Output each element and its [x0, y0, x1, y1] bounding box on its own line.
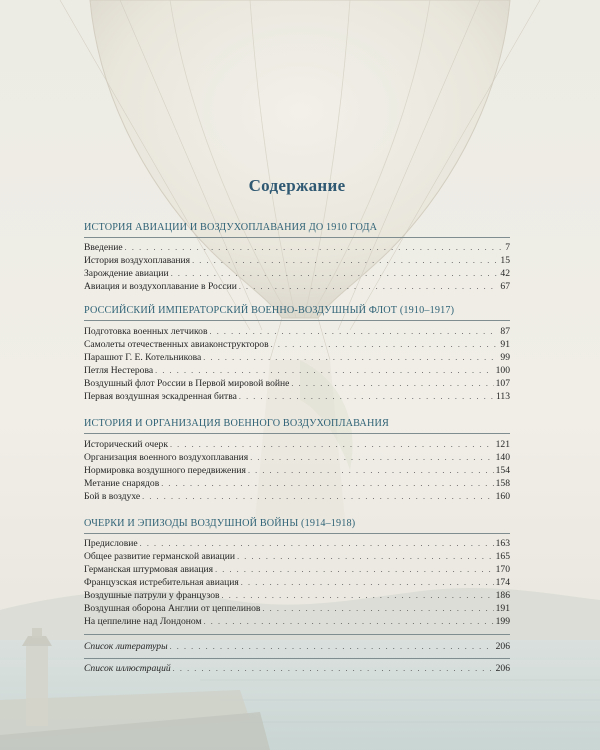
entry-label: Германская штурмовая авиация [84, 564, 214, 575]
toc-entry[interactable] [84, 254, 510, 267]
toc-title: Содержание [248, 176, 346, 195]
entry-page: 99 [500, 352, 510, 363]
section-divider [84, 237, 510, 238]
section-divider [84, 634, 510, 635]
entry-page: 154 [495, 465, 510, 476]
dot-leader [239, 280, 499, 293]
entry-page: 163 [495, 538, 510, 549]
entry-page: 206 [495, 663, 510, 674]
dot-leader [215, 563, 494, 576]
entry-label: Бой в воздухе [84, 491, 141, 502]
toc-entry-bibliography[interactable] [84, 640, 510, 653]
dot-leader [171, 267, 499, 280]
entry-label: Исторический очерк [84, 439, 168, 450]
dot-leader [271, 338, 499, 351]
toc-entry[interactable] [84, 390, 510, 403]
entry-label: Метание снарядов [84, 478, 160, 489]
toc-entry[interactable] [84, 325, 510, 338]
entry-label: Общее развитие германской авиации [84, 551, 236, 562]
toc-entry[interactable] [84, 377, 510, 390]
entry-label: Петля Нестерова [84, 365, 154, 376]
section-heading: ИСТОРИЯ И ОРГАНИЗАЦИЯ ВОЕННОГО ВОЗДУХОПЛАВАНИЯ [84, 418, 389, 429]
dot-leader [291, 377, 493, 390]
dot-leader [192, 254, 498, 267]
dot-leader [262, 602, 493, 615]
toc-entry[interactable] [84, 451, 510, 464]
entry-label: Список литературы [84, 641, 168, 652]
dot-leader [203, 351, 498, 364]
dot-leader [170, 640, 494, 653]
dot-leader [170, 438, 494, 451]
entry-label: Французская истребительная авиация [84, 577, 239, 588]
section-heading: ИСТОРИЯ АВИАЦИИ И ВОЗДУХОПЛАВАНИЯ ДО 1910 ГОДА [84, 222, 378, 233]
dot-leader [161, 477, 493, 490]
section-heading: ОЧЕРКИ И ЭПИЗОДЫ ВОЗДУШНОЙ ВОЙНЫ (1914–1918) [84, 518, 356, 529]
entry-label: Подготовка военных летчиков [84, 326, 208, 337]
toc-entry[interactable] [84, 576, 510, 589]
entry-page: 121 [495, 439, 510, 450]
entry-page: 42 [500, 268, 510, 279]
dot-leader [237, 550, 494, 563]
section-divider [84, 433, 510, 434]
section-divider [84, 658, 510, 659]
entry-label: Самолеты отечественных авиаконструкторов [84, 339, 269, 350]
toc-entry[interactable] [84, 364, 510, 377]
entry-label: История воздухоплавания [84, 255, 191, 266]
dot-leader [125, 241, 504, 254]
toc-entry[interactable] [84, 241, 510, 254]
dot-leader [241, 576, 494, 589]
entry-label: Первая воздушная эскадренная битва [84, 391, 237, 402]
toc-entry[interactable] [84, 464, 510, 477]
entry-page: 165 [495, 551, 510, 562]
dot-leader [250, 451, 493, 464]
entry-label: Авиация и воздухоплавание в России [84, 281, 237, 292]
toc-entry[interactable] [84, 589, 510, 602]
entry-page: 160 [495, 491, 510, 502]
toc-entry[interactable] [84, 563, 510, 576]
entry-label: Зарождение авиации [84, 268, 169, 279]
entry-label: Воздушная оборона Англии от цеппелинов [84, 603, 261, 614]
entry-page: 7 [505, 242, 510, 253]
toc-entry[interactable] [84, 490, 510, 503]
entry-page: 174 [495, 577, 510, 588]
entry-page: 170 [495, 564, 510, 575]
dot-leader [204, 615, 494, 628]
entry-page: 15 [500, 255, 510, 266]
toc-entry[interactable] [84, 280, 510, 293]
dot-leader [210, 325, 499, 338]
entry-label: Введение [84, 242, 123, 253]
entry-label: На цеппелине над Лондоном [84, 616, 202, 627]
entry-label: Организация военного воздухоплавания [84, 452, 249, 463]
dot-leader [222, 589, 494, 602]
entry-label: Воздушные патрули у французов [84, 590, 220, 601]
entry-page: 191 [495, 603, 510, 614]
toc-entry[interactable] [84, 351, 510, 364]
entry-page: 140 [495, 452, 510, 463]
entry-page: 91 [500, 339, 510, 350]
entry-page: 67 [500, 281, 510, 292]
toc-entry[interactable] [84, 267, 510, 280]
toc-entry[interactable] [84, 602, 510, 615]
entry-label: Воздушный флот России в Первой мировой войне [84, 378, 290, 389]
entry-page: 199 [495, 616, 510, 627]
toc-entry[interactable] [84, 477, 510, 490]
entry-page: 100 [495, 365, 510, 376]
entry-label: Предисловие [84, 538, 138, 549]
entry-page: 206 [495, 641, 510, 652]
entry-page: 107 [495, 378, 510, 389]
dot-leader [155, 364, 493, 377]
toc-entry[interactable] [84, 615, 510, 628]
entry-page: 186 [495, 590, 510, 601]
dot-leader [142, 490, 493, 503]
toc-entry[interactable] [84, 550, 510, 563]
dot-leader [239, 390, 494, 403]
toc-entry[interactable] [84, 537, 510, 550]
entry-page: 113 [495, 391, 510, 402]
entry-label: Список иллюстраций [84, 663, 171, 674]
dot-leader [248, 464, 494, 477]
section-heading: РОССИЙСКИЙ ИМПЕРАТОРСКИЙ ВОЕННО-ВОЗДУШНЫЙ ФЛОТ (1910–1917) [84, 305, 455, 316]
entry-label: Парашют Г. Е. Котельникова [84, 352, 202, 363]
section-divider [84, 320, 510, 321]
section-divider [84, 533, 510, 534]
toc-entry[interactable] [84, 438, 510, 451]
entry-page: 158 [495, 478, 510, 489]
entry-label: Нормировка воздушного передвижения [84, 465, 246, 476]
dot-leader [140, 537, 494, 550]
toc-entry[interactable] [84, 338, 510, 351]
dot-leader [173, 662, 494, 675]
entry-page: 87 [500, 326, 510, 337]
toc-entry-illustrations[interactable] [84, 662, 510, 675]
